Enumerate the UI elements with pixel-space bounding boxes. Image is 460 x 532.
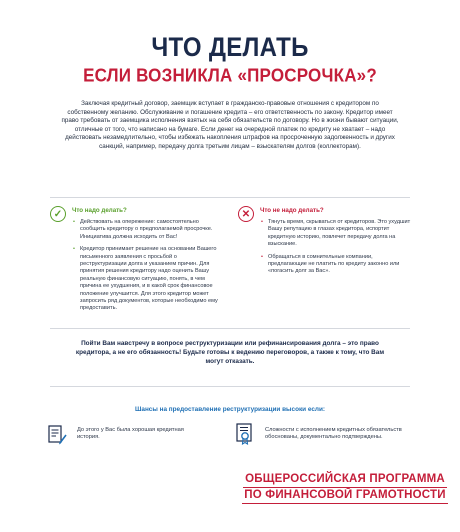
certificate-icon xyxy=(234,422,256,451)
page-title: ЧТО ДЕЛАТЬ xyxy=(151,32,309,63)
callout-text: Пойти Вам навстречу в вопросе реструктуризации или рефинансирования долга – это право кредитора, а не его обязанность! Будьте готовы к ведению переговоров, а также к тому, что Вам могут отказать. xyxy=(75,340,385,365)
do-heading: Что надо делать? xyxy=(72,207,127,214)
dont-column xyxy=(260,207,412,276)
do-item: • Действовать на опережение: самостоятельно сообщить кредитору о предполагаемой просрочке. Инициатива должна исходить от Вас! xyxy=(72,219,222,241)
cross-circle-icon: ✕ xyxy=(238,206,254,222)
dont-item: • Обращаться в сомнительные компании, предлагающие не платить по кредиту законно или «погасить долг за Вас». xyxy=(260,254,412,276)
dont-heading: Что не надо делать? xyxy=(260,207,324,214)
divider-chances xyxy=(50,386,410,387)
chance-right-text: Сложности с исполнением кредитных обязательств обоснованы, документально подтверждены. xyxy=(265,427,402,441)
dont-item: • Тянуть время, скрываться от кредиторов. Это ухудшит Вашу репутацию в глазах кредитора, испортит кредитную историю, повлечет передачу долга на взыскание. xyxy=(260,219,412,249)
do-item: • Кредитор принимает решение на основании Вашего письменного заявления с просьбой о реструктуризации долга и указанием причин. Для принятия решения кредитору надо оценить Вашу реальную финансовую ситуацию, понять, в чем причина ее ухудшения, и в какой срок финансовое положение улучшится. Для этого кредитор может запросить ряд документов, которые необходимо ему предоставить. xyxy=(72,246,222,313)
document-pen-icon xyxy=(46,424,68,451)
check-circle-icon: ✓ xyxy=(50,206,66,222)
do-list xyxy=(72,219,222,313)
program-line-1: ОБЩЕРОССИЙСКАЯ ПРОГРАММА xyxy=(243,472,447,488)
chance-left-text: До этого у Вас была хорошая кредитная история. xyxy=(77,427,184,441)
divider-top xyxy=(50,197,410,198)
do-column xyxy=(72,207,222,313)
intro-paragraph: Заключая кредитный договор, заемщик вступает в гражданско-правовые отношения с кредитором по собственному желанию. Обслуживание и погашение кредита – его ответственность по закону. Кредитор имеет право требовать от заемщика исполнения взятых на себя обязательств по договору. Но в жизни бывают ситуации, отличные от того, что написано на бумаге. Если денег на очередной платеж по кредиту не хватает – надо действовать незамедлительно, чтобы избежать накопления штрафов на просроченную задолженность и других санкций, например, передачу долга третьим лицам – взыскателям долгов (коллекторам). xyxy=(61,100,399,150)
dont-list xyxy=(260,219,412,276)
divider-middle xyxy=(50,328,410,329)
program-logo xyxy=(240,472,450,504)
program-line-2: ПО ФИНАНСОВОЙ ГРАМОТНОСТИ xyxy=(242,488,447,504)
chances-heading: Шансы на предоставление реструктуризации высоки если: xyxy=(134,406,326,413)
page-subtitle: ЕСЛИ ВОЗНИКЛА «ПРОСРОЧКА»? xyxy=(83,65,377,86)
